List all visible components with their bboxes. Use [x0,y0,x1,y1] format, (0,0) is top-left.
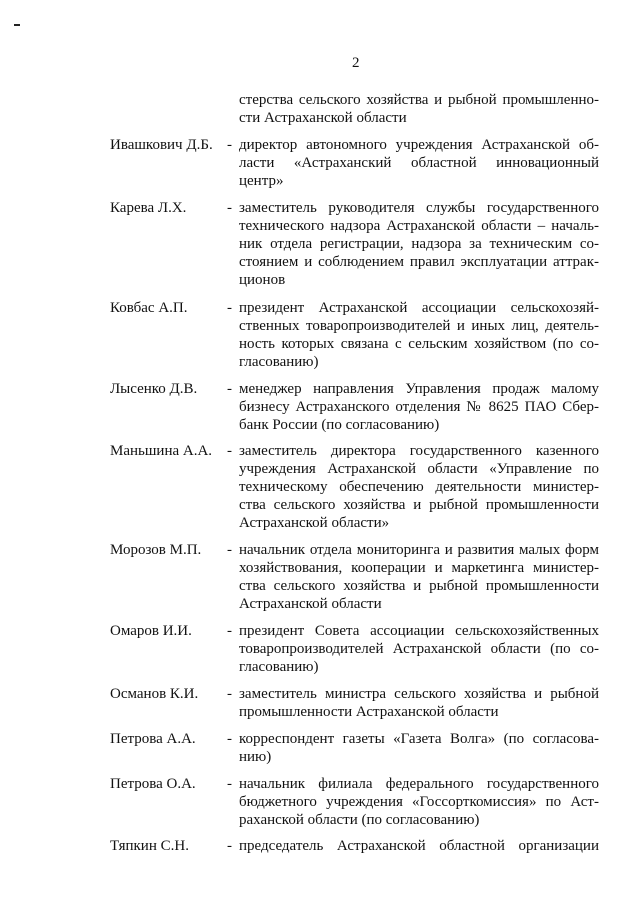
member-role-line: бизнесу Астраханского отделения № 8625 ПАО Сбер- [239,399,599,415]
member-dash: - [227,137,232,153]
member-name: Петрова А.А. [110,731,196,747]
member-dash: - [227,686,232,702]
member-role-line: заместитель директора государственного казенного [239,443,599,459]
member-role-line: стоянием и соблюдением правил эксплуатации аттрак- [239,254,599,270]
member-dash: - [227,623,232,639]
page-number: 2 [352,55,360,71]
member-dash: - [227,200,232,216]
member-dash: - [227,381,232,397]
member-role-line: менеджер направления Управления продаж малому [239,381,599,397]
member-role-line: Астраханской области [239,596,382,612]
member-role-line: начальник отдела мониторинга и развития малых форм [239,542,599,558]
member-role-line: президент Совета ассоциации сельскохозяйственных [239,623,599,639]
member-dash: - [227,731,232,747]
member-dash: - [227,443,232,459]
member-role-line: ства сельского хозяйства и рыбной промышленности [239,578,599,594]
scan-mark [14,24,20,26]
member-name: Ковбас А.П. [110,300,188,316]
member-role-line: корреспондент газеты «Газета Волга» (по согласова- [239,731,599,747]
member-role-line: председатель Астраханской областной организации [239,838,599,854]
member-name: Лысенко Д.В. [110,381,198,397]
lead-line: стерства сельского хозяйства и рыбной промышленно- [239,92,599,108]
member-role-line: товаропроизводителей Астраханской области (по со- [239,641,599,657]
member-role-line: ственных товаропроизводителей и иных лиц, деятель- [239,318,599,334]
member-role-line: начальник филиала федерального государственного [239,776,599,792]
member-role-line: президент Астраханской ассоциации сельскохозяй- [239,300,599,316]
member-role-line: директор автономного учреждения Астраханской об- [239,137,599,153]
member-role-line: ционов [239,272,286,288]
member-name: Ивашкович Д.Б. [110,137,213,153]
member-role-line: заместитель министра сельского хозяйства и рыбной [239,686,599,702]
member-dash: - [227,542,232,558]
member-name: Омаров И.И. [110,623,192,639]
member-role-line: учреждения Астраханской области «Управление по [239,461,599,477]
member-role-line: бюджетного учреждения «Госсорткомиссия» по Аст- [239,794,599,810]
member-role-line: банк России (по согласованию) [239,417,440,433]
member-role-line: гласованию) [239,354,319,370]
member-role-line: техническому обеспечению деятельности министер- [239,479,599,495]
member-role-line: ства сельского хозяйства и рыбной промышленности [239,497,599,513]
member-role-line: промышленности Астраханской области [239,704,499,720]
member-role-line: гласованию) [239,659,319,675]
member-name: Карева Л.Х. [110,200,187,216]
member-name: Османов К.И. [110,686,199,702]
member-role-line: ность которых связана с сельским хозяйством (по со- [239,336,599,352]
member-dash: - [227,776,232,792]
member-role-line: ласти «Астраханский областной инновационный [239,155,599,171]
member-role-line: ник отдела регистрации, надзора за техническим со- [239,236,599,252]
member-role-line: заместитель руководителя службы государственного [239,200,599,216]
member-role-line: хозяйствования, кооперации и маркетинга министер- [239,560,599,576]
member-name: Тяпкин С.Н. [110,838,189,854]
member-role-line: технического надзора Астраханской области – началь- [239,218,599,234]
member-role-line: нию) [239,749,272,765]
member-role-line: раханской области (по согласованию) [239,812,480,828]
member-role-line: центр» [239,173,284,189]
member-dash: - [227,300,232,316]
lead-line: сти Астраханской области [239,110,407,126]
member-name: Петрова О.А. [110,776,196,792]
member-name: Маньшина А.А. [110,443,213,459]
member-dash: - [227,838,232,854]
member-role-line: Астраханской области» [239,515,390,531]
member-name: Морозов М.П. [110,542,202,558]
